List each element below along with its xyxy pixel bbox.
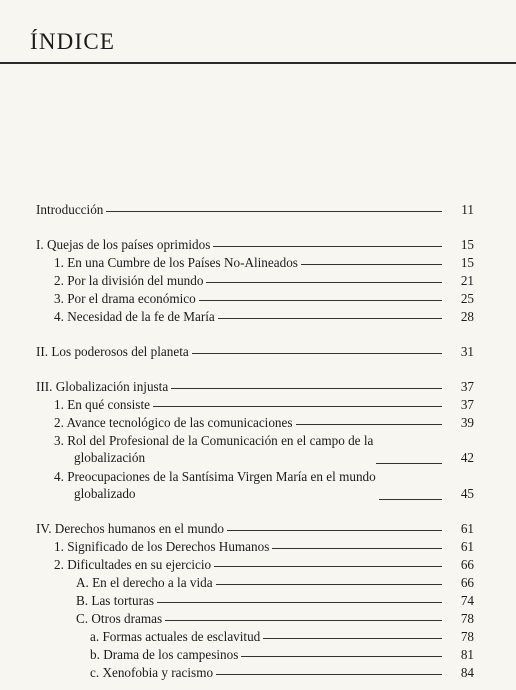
toc-entry-title: 2. Avance tecnológico de las comunicaciones [54,415,293,430]
toc-entry-section-3-1[interactable] [54,396,474,413]
dot-leader [171,388,442,389]
toc-entry-title: 3. Por el drama económico [54,291,196,306]
toc-entry-title: 1. En qué consiste [54,397,150,412]
toc-entry-section-4-2-c-c[interactable] [90,664,474,681]
toc-entry-title: 2. Dificultades en su ejercicio [54,557,212,572]
dot-leader [165,620,442,621]
toc-page-number: 61 [460,521,474,536]
toc-page-number: 66 [460,557,474,572]
dot-leader [227,530,442,531]
toc-page-number: 15 [460,255,474,270]
dot-leader [379,499,442,500]
toc-entry-title-line-2: globalizado [74,486,136,501]
toc-entry-section-4-2-c-b[interactable] [90,646,474,663]
toc-page-number: 11 [461,202,474,217]
toc-entry-title: I. Quejas de los países oprimidos [36,237,211,252]
toc-page-number: 78 [460,611,474,626]
toc-page-number: 28 [460,309,474,324]
dot-leader [206,282,442,283]
dot-leader [218,318,442,319]
toc-page-number: 78 [460,629,474,644]
dot-leader [216,584,442,585]
toc-entry-section-1-1[interactable] [54,254,474,271]
toc-entry-section-4-2-a[interactable] [76,574,474,591]
toc-entry-section-1-4[interactable] [54,308,474,325]
toc-page-number: 66 [460,575,474,590]
toc-entry-title: 4. Necesidad de la fe de María [54,309,215,324]
dot-leader [241,656,442,657]
dot-leader [199,300,442,301]
toc-page-number: 21 [460,273,474,288]
toc-entry-section-1-3[interactable] [54,290,474,307]
toc-entry-title: B. Las torturas [76,593,155,608]
dot-leader [296,424,442,425]
toc-entry-section-1[interactable] [36,236,474,253]
toc-entry-title: 2. Por la división del mundo [54,273,204,288]
toc-entry-title: 1. Significado de los Derechos Humanos [54,539,270,554]
toc-entry-section-3-3[interactable] [54,432,474,466]
toc-entry-section-4-2-b[interactable] [76,592,474,609]
toc-entry-title: II. Los poderosos del planeta [36,344,189,359]
toc-entry-title: Introducción [36,202,104,217]
dot-leader [213,246,442,247]
toc-entry-section-4[interactable] [36,520,474,537]
toc-entry-title: A. En el derecho a la vida [76,575,213,590]
toc-entry-title [54,432,373,466]
toc-entry-title [54,468,376,502]
dot-leader [192,353,442,354]
toc-page-number: 45 [460,486,474,501]
toc-page-number: 39 [460,415,474,430]
toc-entry-title: c. Xenofobia y racismo [90,665,214,680]
toc-entry-section-4-2-c-a[interactable] [90,628,474,645]
toc-page-number: 37 [460,379,474,394]
toc-entry-section-4-2-c[interactable] [76,610,474,627]
toc-entry-title: b. Drama de los campesinos [90,647,239,662]
toc-entry-section-2[interactable] [36,343,474,360]
toc-entry-title-line-1: 4. Preocupaciones de la Santísima Virgen María en el mundo [54,469,376,484]
toc-entry-introduccion[interactable] [36,201,474,218]
dot-leader [272,548,442,549]
toc-entry-section-4-2[interactable] [54,556,474,573]
toc-page-number: 81 [460,647,474,662]
page-title: ÍNDICE [30,29,116,54]
toc-page-number: 31 [460,344,474,359]
toc-entry-section-3-2[interactable] [54,414,474,431]
dot-leader [376,463,442,464]
toc-entry-title: 1. En una Cumbre de los Países No-Alineados [54,255,298,270]
dot-leader [214,566,442,567]
dot-leader [106,211,442,212]
toc-page-number: 84 [460,665,474,680]
toc-entry-title-line-2: globalización [74,450,146,465]
toc-page-number: 74 [460,593,474,608]
toc-entry-title-line-1: 3. Rol del Profesional de la Comunicación en el campo de la [54,433,374,448]
toc-entry-title: C. Otros dramas [76,611,163,626]
dot-leader [153,406,442,407]
dot-leader [263,638,442,639]
toc-page-number: 15 [460,237,474,252]
toc-page-number: 25 [460,291,474,306]
toc-entry-title: III. Globalización injusta [36,379,169,394]
dot-leader [301,264,442,265]
toc-entry-title: IV. Derechos humanos en el mundo [36,521,225,536]
toc-page-number: 42 [460,450,474,465]
toc-entry-section-4-1[interactable] [54,538,474,555]
toc-entry-section-3-4[interactable] [54,468,474,502]
dot-leader [157,602,442,603]
toc-entry-title: a. Formas actuales de esclavitud [90,629,261,644]
dot-leader [216,674,442,675]
toc-entry-section-1-2[interactable] [54,272,474,289]
toc-page-number: 37 [460,397,474,412]
toc-page-number: 61 [460,539,474,554]
toc-entry-section-3[interactable] [36,378,474,395]
